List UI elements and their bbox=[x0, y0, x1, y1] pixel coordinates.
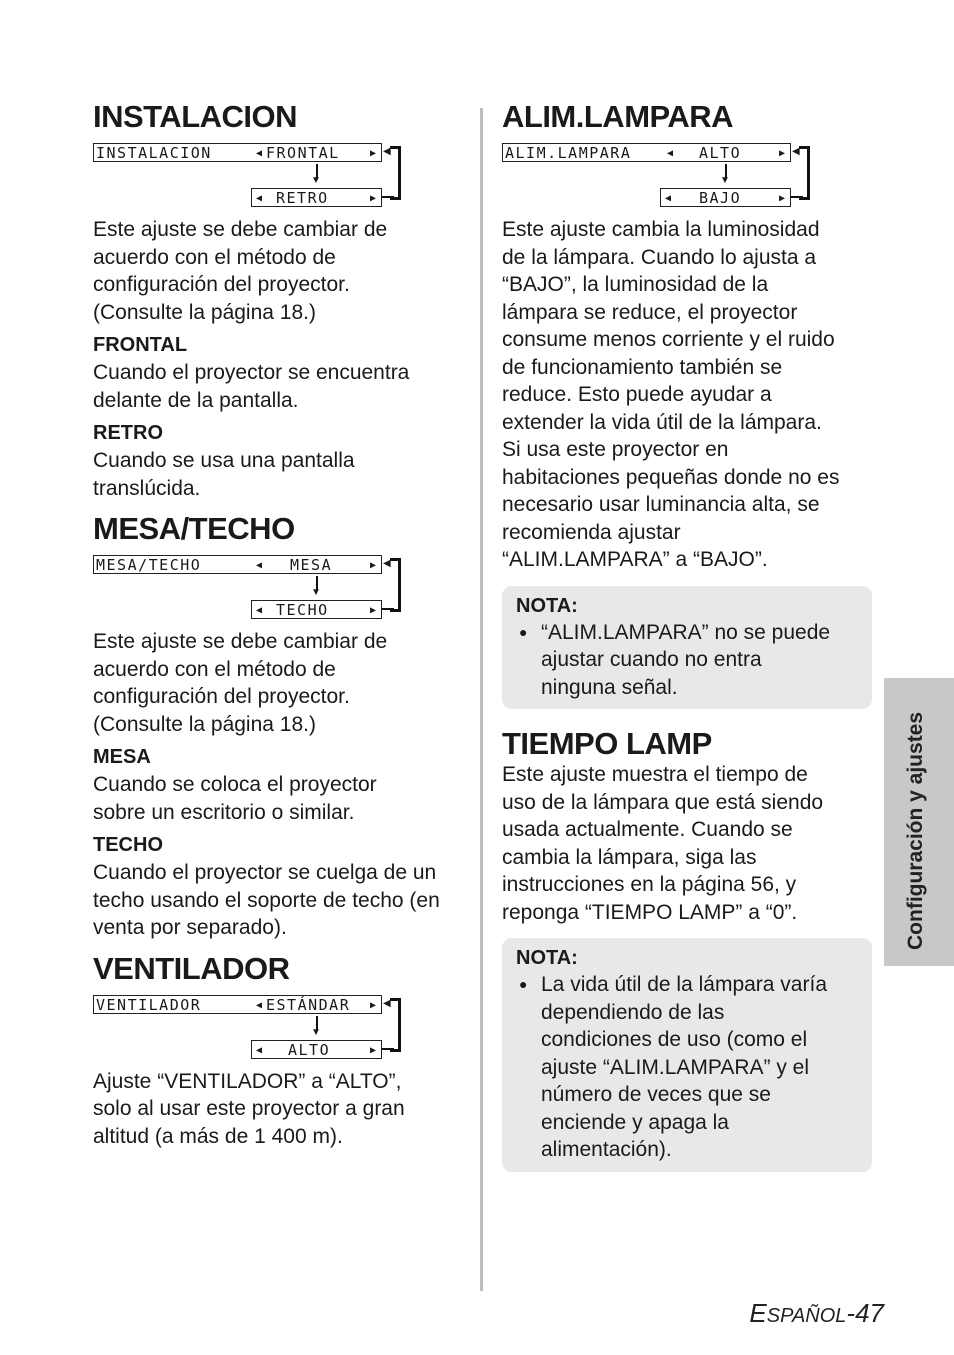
text-line: recomienda ajustar bbox=[502, 520, 681, 544]
text-line: “BAJO”, la luminosidad de la bbox=[502, 273, 769, 297]
text-line: Cuando se usa una pantalla bbox=[93, 449, 355, 473]
left-triangle-icon: ◀ bbox=[667, 148, 674, 160]
section-title: VENTILADOR bbox=[93, 950, 290, 986]
bracket-tick bbox=[382, 608, 394, 610]
section-title: ALIM.LAMPARA bbox=[502, 99, 734, 134]
text-line: necesario usar luminancia alta, se bbox=[502, 493, 820, 517]
right-triangle-icon: ▶ bbox=[370, 999, 377, 1011]
section-mesa-techo bbox=[93, 512, 463, 942]
text-line: ninguna señal. bbox=[541, 675, 678, 699]
text-line: lámpara se reduce, el proyector bbox=[502, 300, 798, 324]
text-line: consume menos corriente y el ruido bbox=[502, 328, 835, 352]
left-column bbox=[93, 100, 463, 1150]
bullet-icon: ● bbox=[519, 976, 528, 993]
bullet-icon: ● bbox=[519, 623, 528, 640]
down-arrowhead-icon: ▼ bbox=[311, 1026, 321, 1038]
osd-diagram bbox=[93, 990, 463, 1058]
down-arrowhead-icon: ▼ bbox=[311, 175, 321, 187]
note-list bbox=[516, 619, 858, 702]
left-triangle-icon: ◀ bbox=[256, 560, 263, 572]
text-line: cambia la lámpara, siga las bbox=[502, 845, 757, 869]
page-number: -47 bbox=[846, 1298, 884, 1328]
osd-menu-row bbox=[93, 995, 382, 1014]
text-line: configuración del proyector. bbox=[93, 685, 350, 709]
osd-value: RETRO bbox=[276, 189, 329, 208]
osd-value: BAJO bbox=[699, 189, 742, 208]
bracket-tick bbox=[382, 196, 394, 198]
text-line: “ALIM.LAMPARA” no se puede bbox=[541, 620, 831, 644]
text-line: Ajuste “VENTILADOR” a “ALTO”, bbox=[93, 1069, 402, 1093]
footer-smallcaps: SPAÑOL bbox=[766, 1305, 847, 1327]
osd-label: MESA/TECHO bbox=[96, 556, 202, 575]
left-triangle-icon: ◀ bbox=[256, 999, 263, 1011]
text-line: Este ajuste muestra el tiempo de bbox=[502, 763, 808, 787]
bracket-tick bbox=[791, 196, 803, 198]
footer-prefix: E bbox=[749, 1298, 767, 1328]
right-triangle-icon: ▶ bbox=[370, 148, 377, 160]
text-line: reduce. Esto puede ayudar a bbox=[502, 383, 772, 407]
left-triangle-icon: ◀ bbox=[256, 193, 263, 205]
right-triangle-icon: ▶ bbox=[370, 560, 377, 572]
text-line: Este ajuste se debe cambiar de bbox=[93, 630, 388, 654]
osd-option-row bbox=[251, 1040, 382, 1059]
text-line: ajuste “ALIM.LAMPARA” y el bbox=[541, 1055, 810, 1079]
section-title: MESA/TECHO bbox=[93, 511, 295, 547]
text-line: (Consulte la página 18.) bbox=[93, 712, 316, 736]
loop-bracket bbox=[799, 146, 810, 200]
left-triangle-icon: ◀ bbox=[256, 148, 263, 160]
text-line: habitaciones pequeñas donde no es bbox=[502, 465, 840, 489]
note-heading: NOTA: bbox=[516, 947, 578, 970]
osd-option-row bbox=[660, 188, 791, 207]
left-triangle-icon: ◀ bbox=[665, 193, 672, 205]
loop-bracket bbox=[390, 558, 401, 612]
osd-label: INSTALACION bbox=[96, 144, 212, 163]
page-footer bbox=[749, 1298, 884, 1329]
text-line: La vida útil de la lámpara varía bbox=[541, 973, 827, 997]
text-line: acuerdo con el método de bbox=[93, 657, 336, 681]
loop-bracket bbox=[390, 998, 401, 1052]
text-line: de la lámpara. Cuando lo ajusta a bbox=[502, 245, 817, 269]
osd-diagram bbox=[93, 550, 463, 618]
osd-label: ALIM.LAMPARA bbox=[505, 144, 632, 163]
text-line: delante de la pantalla. bbox=[93, 388, 299, 412]
osd-value: ALTO bbox=[288, 1040, 331, 1059]
right-triangle-icon: ▶ bbox=[370, 1044, 377, 1056]
note-heading: NOTA: bbox=[516, 594, 578, 617]
right-triangle-icon: ▶ bbox=[370, 605, 377, 617]
text-line: dependiendo de las bbox=[541, 1000, 725, 1024]
side-tab bbox=[884, 678, 954, 966]
section-title: INSTALACION bbox=[93, 99, 298, 134]
note-item bbox=[516, 971, 858, 1164]
osd-option-row bbox=[251, 600, 382, 619]
down-arrowhead-icon: ▼ bbox=[311, 587, 321, 599]
subheading-frontal: FRONTAL bbox=[93, 334, 188, 357]
text-line: instrucciones en la página 56, y bbox=[502, 873, 797, 897]
osd-value: TECHO bbox=[276, 601, 329, 620]
osd-label: VENTILADOR bbox=[96, 995, 202, 1014]
osd-diagram bbox=[93, 138, 463, 206]
osd-menu-row bbox=[93, 143, 382, 162]
text-line: solo al usar este proyector a gran bbox=[93, 1097, 405, 1121]
text-line: Si usa este proyector en bbox=[502, 438, 729, 462]
section-ventilador bbox=[93, 952, 463, 1151]
left-arrowhead-icon: ◀ bbox=[383, 558, 391, 570]
text-line: número de veces que se bbox=[541, 1083, 771, 1107]
osd-menu-row bbox=[502, 143, 791, 162]
text-line: translúcida. bbox=[93, 476, 201, 500]
section-tiempo-lamp bbox=[502, 727, 872, 1172]
note-list bbox=[516, 971, 858, 1164]
column-divider bbox=[480, 108, 483, 1291]
text-line: configuración del proyector. bbox=[93, 273, 350, 297]
text-line: “ALIM.LAMPARA” a “BAJO”. bbox=[502, 548, 768, 572]
text-line: acuerdo con el método de bbox=[93, 245, 336, 269]
osd-diagram bbox=[502, 138, 872, 206]
left-triangle-icon: ◀ bbox=[256, 1044, 263, 1056]
osd-value: ESTÁNDAR bbox=[266, 995, 351, 1014]
text-line: uso de la lámpara que está siendo bbox=[502, 790, 824, 814]
text-line: sobre un escritorio o similar. bbox=[93, 800, 355, 824]
osd-value: MESA bbox=[290, 556, 333, 575]
osd-menu-row bbox=[93, 555, 382, 574]
osd-value: ALTO bbox=[699, 144, 742, 163]
text-line: techo usando el soporte de techo (en bbox=[93, 888, 440, 912]
text-line: Cuando se coloca el proyector bbox=[93, 773, 377, 797]
text-line: Este ajuste cambia la luminosidad bbox=[502, 218, 820, 242]
text-line: Este ajuste se debe cambiar de bbox=[93, 218, 388, 242]
subheading-mesa: MESA bbox=[93, 746, 151, 769]
text-line: enciende y apaga la bbox=[541, 1110, 729, 1134]
right-triangle-icon: ▶ bbox=[779, 148, 786, 160]
text-line: Cuando el proyector se cuelga de un bbox=[93, 861, 437, 885]
loop-bracket bbox=[390, 146, 401, 200]
section-description bbox=[502, 761, 872, 926]
note-box bbox=[502, 938, 872, 1172]
right-column bbox=[502, 100, 872, 1172]
text-line: extender la vida útil de la lámpara. bbox=[502, 410, 822, 434]
text-line: usada actualmente. Cuando se bbox=[502, 818, 793, 842]
section-title: TIEMPO LAMP bbox=[502, 726, 712, 762]
section-alim-lampara bbox=[502, 100, 872, 709]
note-box bbox=[502, 586, 872, 710]
right-triangle-icon: ▶ bbox=[779, 193, 786, 205]
text-line: (Consulte la página 18.) bbox=[93, 300, 316, 324]
left-arrowhead-icon: ◀ bbox=[792, 146, 800, 158]
side-tab-label: Configuración y ajustes bbox=[904, 711, 927, 950]
text-line: condiciones de uso (como el bbox=[541, 1028, 808, 1052]
text-line: alimentación). bbox=[541, 1138, 672, 1162]
right-triangle-icon: ▶ bbox=[370, 193, 377, 205]
note-item bbox=[516, 619, 858, 702]
down-arrowhead-icon: ▼ bbox=[720, 175, 730, 187]
left-triangle-icon: ◀ bbox=[256, 605, 263, 617]
subheading-retro: RETRO bbox=[93, 422, 163, 445]
text-line: altitud (a más de 1 400 m). bbox=[93, 1124, 343, 1148]
subheading-techo: TECHO bbox=[93, 834, 163, 857]
osd-option-row bbox=[251, 188, 382, 207]
text-line: de funcionamiento también se bbox=[502, 355, 783, 379]
text-line: Cuando el proyector se encuentra bbox=[93, 361, 410, 385]
text-line: ajustar cuando no entra bbox=[541, 648, 762, 672]
text-line: venta por separado). bbox=[93, 916, 287, 940]
osd-value: FRONTAL bbox=[266, 144, 340, 163]
left-arrowhead-icon: ◀ bbox=[383, 146, 391, 158]
section-instalacion bbox=[93, 100, 463, 502]
text-line: reponga “TIEMPO LAMP” a “0”. bbox=[502, 900, 798, 924]
left-arrowhead-icon: ◀ bbox=[383, 997, 391, 1009]
bracket-tick bbox=[382, 1048, 394, 1050]
